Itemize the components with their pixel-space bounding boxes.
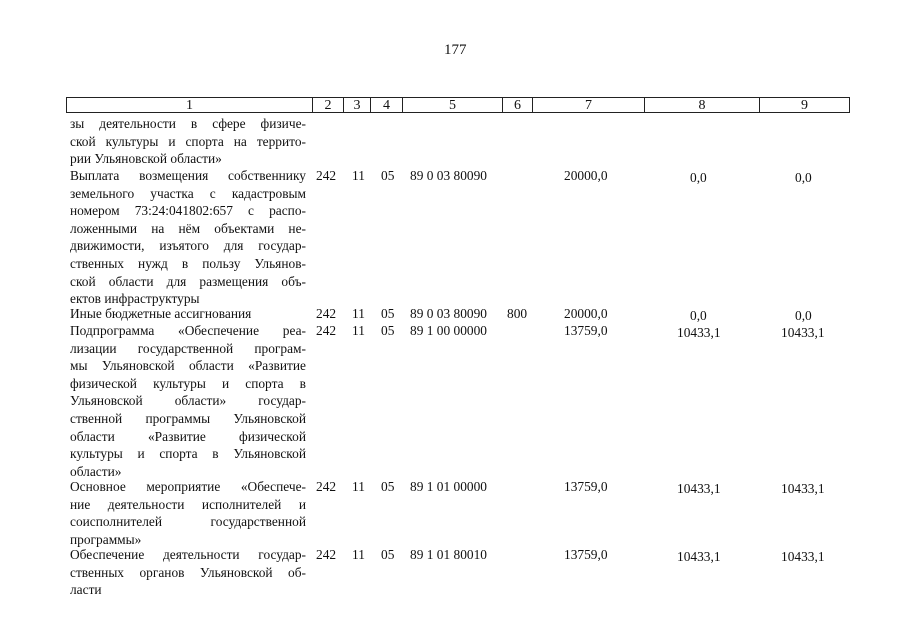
table-row-description: [70, 322, 306, 480]
description-line: лизации государственной програм-: [70, 340, 306, 356]
description-line: ственных нужд в пользу Ульянов-: [70, 255, 306, 271]
cell-col-3: 11: [352, 323, 365, 338]
description-line: ской области для размещения объ-: [70, 273, 306, 289]
cell-col-5: 89 1 01 80010: [410, 547, 487, 562]
cell-col-2: 242: [316, 479, 337, 494]
cell-col-5: 89 0 03 80090: [410, 306, 487, 321]
cell-col-3: 11: [352, 479, 365, 494]
description-line: области «Развитие физической: [70, 428, 306, 444]
description-line: номером 73:24:041802:657 с распо-: [70, 203, 306, 219]
header-col-2: 2: [313, 97, 344, 113]
description-line: физической культуры и спорта в: [70, 375, 306, 391]
header-col-3: 3: [344, 97, 371, 113]
description-line: мы Ульяновской области «Развитие: [70, 358, 306, 374]
description-line: Основное мероприятие «Обеспече-: [70, 479, 306, 494]
header-col-5: 5: [403, 97, 503, 113]
cell-col-8: 10433,1: [677, 325, 721, 340]
cell-col-9: 10433,1: [781, 325, 825, 340]
description-line: движимости, изъятого для государ-: [70, 238, 306, 254]
cell-col-8: 10433,1: [677, 481, 721, 496]
description-line: ние деятельности исполнителей и: [70, 496, 306, 512]
cell-col-7: 13759,0: [564, 479, 608, 494]
cell-col-7: 20000,0: [564, 168, 608, 183]
description-line: Выплата возмещения собственнику: [70, 168, 306, 183]
description-line: ской культуры и спорта на террито-: [70, 133, 306, 149]
description-line: соисполнителей государственной: [70, 514, 306, 530]
description-line: рии Ульяновской области»: [70, 151, 222, 167]
cell-col-2: 242: [316, 168, 337, 183]
cell-col-3: 11: [352, 306, 365, 321]
description-line: зы деятельности в сфере физиче-: [70, 116, 306, 131]
header-col-8: 8: [645, 97, 760, 113]
cell-col-5: 89 1 00 00000: [410, 323, 487, 338]
page-number: 177: [444, 42, 467, 58]
header-col-4: 4: [371, 97, 403, 113]
cell-col-6: 800: [507, 306, 528, 321]
header-col-9: 9: [760, 97, 850, 113]
cell-col-7: 13759,0: [564, 323, 608, 338]
header-col-1: 1: [66, 97, 313, 113]
description-line: области»: [70, 463, 122, 479]
cell-col-5: 89 1 01 00000: [410, 479, 487, 494]
cell-col-4: 05: [381, 168, 395, 183]
cell-col-4: 05: [381, 547, 395, 562]
cell-col-8: 0,0: [690, 308, 707, 323]
table-row-description: [70, 167, 306, 308]
cell-col-2: 242: [316, 547, 337, 562]
table-row-description: [70, 305, 306, 323]
header-col-6: 6: [503, 97, 533, 113]
cell-col-7: 20000,0: [564, 306, 608, 321]
cell-col-4: 05: [381, 323, 395, 338]
table-row-description: [70, 478, 306, 548]
cell-col-3: 11: [352, 168, 365, 183]
description-line: ласти: [70, 582, 102, 598]
cell-col-2: 242: [316, 306, 337, 321]
description-line: ственной программы Ульяновской: [70, 410, 306, 426]
description-line: культуры и спорта в Ульяновской: [70, 446, 306, 462]
cell-col-9: 10433,1: [781, 549, 825, 564]
cell-col-2: 242: [316, 323, 337, 338]
cell-col-9: 0,0: [795, 170, 812, 185]
table-row-description: [70, 546, 306, 599]
description-line: Подпрограмма «Обеспечение реа-: [70, 323, 306, 338]
cell-col-9: 10433,1: [781, 481, 825, 496]
cell-col-4: 05: [381, 479, 395, 494]
cell-col-5: 89 0 03 80090: [410, 168, 487, 183]
description-line: Ульяновской области» государ-: [70, 393, 306, 409]
description-line: ектов инфраструктуры: [70, 291, 200, 307]
cell-col-7: 13759,0: [564, 547, 608, 562]
description-line: Обеспечение деятельности государ-: [70, 547, 306, 562]
cell-col-9: 0,0: [795, 308, 812, 323]
description-line: Иные бюджетные ассигнования: [70, 306, 252, 321]
description-line: ственных органов Ульяновской об-: [70, 564, 306, 580]
cell-col-4: 05: [381, 306, 395, 321]
description-line: ложенными на нём объектами не-: [70, 220, 306, 236]
table-row-description: [70, 115, 306, 168]
description-line: земельного участка с кадастровым: [70, 185, 306, 201]
cell-col-3: 11: [352, 547, 365, 562]
header-col-7: 7: [533, 97, 645, 113]
cell-col-8: 10433,1: [677, 549, 721, 564]
cell-col-8: 0,0: [690, 170, 707, 185]
description-line: программы»: [70, 531, 142, 547]
